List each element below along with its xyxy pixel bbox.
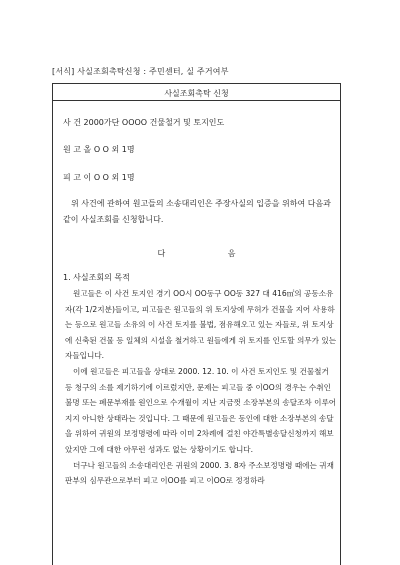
body-paragraph: 이에 원고들은 피고들을 상대로 2000. 12. 10. 이 사건 토지인도 및 건물철거 등 청구의 소를 제기하기에 이르렀지만, 문제는 피고들 중 이OO의 경우는 수취인불명 또는 폐문부재를 원인으로 수개월이 지난 지금껏 소장부본의 송달조차 이루어지지 아니한 상태라는 것입니다. 그 때문에 원고들은 동인에 대한 소장부본의 송달을 위하여 귀원의 보정명령에 따라 이미 2차례에 걸친 야간특별송달신청까지 해보았지만 그에 대한 아무런 성과도 없는 상황이기도 합니다. [65, 366, 337, 454]
document-title: 사실조회촉탁 신청 [164, 89, 229, 98]
item1-title: 1. 사실조회의 목적 [63, 273, 130, 282]
defendant-line: 피 고 이 O O 외 1명 [63, 173, 135, 182]
body-paragraph: 더구나 원고들의 소송대리인은 귀원의 2000. 3. 8자 주소보정명령 때에는 귀재판부의 심무관으로부터 피고 이OO를 피고 이OO로 정정하라 [65, 460, 334, 486]
title-divider [53, 100, 340, 101]
case-line: 사 건 2000가단 OOOO 건물철거 및 토지인도 [63, 118, 225, 127]
body-paragraph: 원고들은 이 사건 토지인 경기 OO시 OO동구 OO동 327 대 416㎡의 공동소유자(각 1/2지분)들이고, 피고들은 원고들의 위 토지상에 무허가 건물을 지어 사용하는 등으로 원고들 소유의 이 사건 토지를 불법, 점유해오고 있는 자들로, 위 토지상에 신축된 건물 등 일체의 시설을 철거하고 원들에게 위 토지를 인도할 의무가 있는 자들입니다. [65, 289, 337, 361]
body-paragraphs [65, 286, 337, 489]
intro-paragraph: 위 사건에 관하여 원고들의 소송대리인은 주장사실의 입증을 위하여 다음과 같이 사실조회를 신청합니다. [63, 199, 331, 224]
section-heading: 다 음 [157, 249, 266, 258]
plaintiff-line: 원 고 올 O O 외 1명 [63, 145, 135, 154]
document-frame [52, 83, 341, 565]
document-caption: [서식] 사실조회촉탁신청 : 주민센터, 실 주거여부 [52, 67, 229, 76]
